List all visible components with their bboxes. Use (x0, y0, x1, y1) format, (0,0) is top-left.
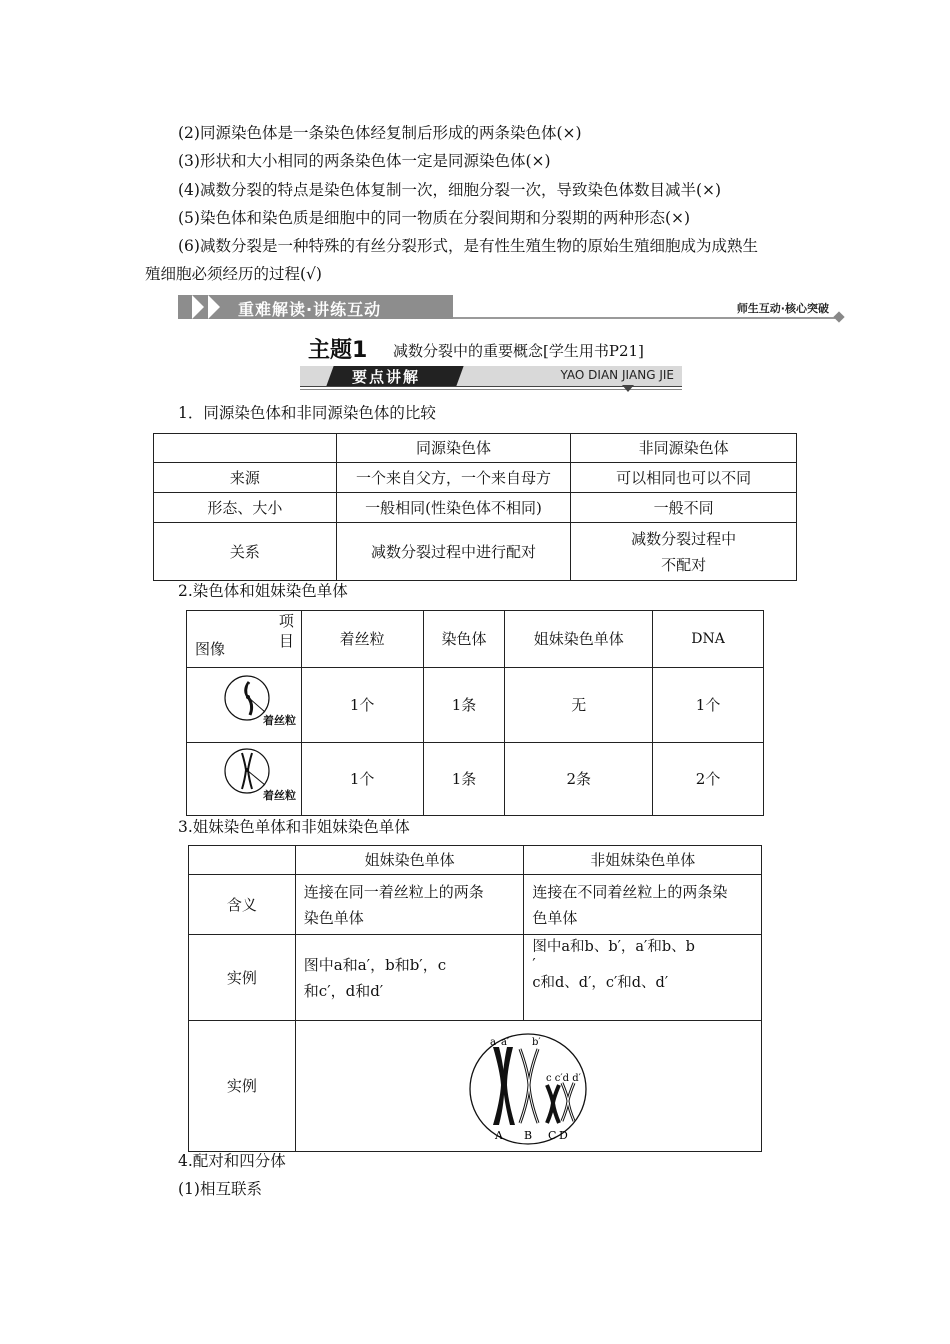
item1-heading: 1．同源染色体和非同源染色体的比较 (178, 404, 436, 422)
table-cell: 1个 (301, 668, 423, 743)
arrow-down-icon (622, 385, 634, 392)
table-cell: 1个 (301, 743, 423, 816)
table-row (189, 1021, 762, 1152)
table-cell (295, 935, 524, 1021)
cell-line: 连接在不同着丝粒上的两条染 (532, 882, 728, 901)
diamond-icon (833, 311, 844, 322)
item3-heading: 3.姐妹染色单体和非姐妹染色单体 (178, 818, 410, 836)
section-heading-title: 要点讲解 (352, 368, 421, 386)
table-cell: 减数分裂过程中进行配对 (336, 523, 571, 581)
duplicated-chromosome-figure (187, 743, 302, 816)
table-row (154, 463, 797, 493)
table-cell: 来源 (154, 463, 337, 493)
intro-line-6-cont: 殖细胞必须经历的过程(√) (145, 265, 322, 283)
section-heading-pinyin: YAO DIAN JIANG JIE (560, 368, 674, 382)
table-cell (524, 935, 762, 1021)
table-row (189, 846, 762, 875)
table-cell (295, 875, 524, 935)
table-header: 同源染色体 (336, 434, 571, 463)
cell-line: 染色单体 (303, 908, 364, 927)
table-cell: 含义 (189, 875, 296, 935)
table-cell: 一个来自父方，一个来自母方 (336, 463, 571, 493)
banner-title: 重难解读·讲练互动 (238, 300, 382, 319)
table-cell: 形态、大小 (154, 493, 337, 523)
table-header: 着丝粒 (301, 611, 423, 668)
chevron-right-icon (192, 295, 204, 319)
cell-line: 图中a和a′，b和b′，c (303, 955, 447, 974)
table-row (187, 743, 764, 816)
table-cell: 1个 (653, 668, 764, 743)
label-a-prime: a′ (500, 1037, 510, 1048)
table-cell: 1条 (423, 668, 505, 743)
table-row (189, 875, 762, 935)
table-cell (189, 846, 296, 875)
cell-line: c和d、d′，c′和d、d′ (532, 975, 669, 991)
item4-heading: 4.配对和四分体 (178, 1152, 286, 1170)
table-row (187, 611, 764, 668)
table-row (189, 935, 762, 1021)
table-row (154, 493, 797, 523)
table-row (187, 668, 764, 743)
table-cell: 1条 (423, 743, 505, 816)
table-cell (571, 523, 797, 581)
cell-line: 和c′，d和d′ (303, 981, 384, 1000)
cell-line: 不配对 (661, 555, 707, 574)
table-corner-cell (187, 611, 302, 668)
centromere-label: 着丝粒 (263, 789, 296, 802)
cell-line: 连接在同一着丝粒上的两条 (303, 882, 484, 901)
table-cell: 实例 (189, 935, 296, 1021)
table-cell: 实例 (189, 1021, 296, 1152)
label-a: a (489, 1037, 496, 1048)
cell-line: ′ (532, 957, 536, 973)
label-B: B (523, 1129, 532, 1142)
table-cell (524, 875, 762, 935)
intro-line-4: (4)减数分裂的特点是染色体复制一次，细胞分裂一次，导致染色体数目减半(×) (178, 181, 722, 199)
intro-line-3: (3)形状和大小相同的两条染色体一定是同源染色体(×) (178, 152, 551, 170)
table-row (154, 434, 797, 463)
label-b-prime: b′ (531, 1037, 541, 1048)
table-cell: 关系 (154, 523, 337, 581)
table-header: 非姐妹染色单体 (524, 846, 762, 875)
chromosome-image-cell (187, 743, 302, 816)
intro-line-2: (2)同源染色体是一条染色体经复制后形成的两条染色体(×) (178, 124, 582, 142)
table-cell: 无 (505, 668, 653, 743)
table-cell: 2个 (653, 743, 764, 816)
corner-label-image: 图像 (195, 640, 226, 658)
banner-rule (453, 317, 835, 319)
section-heading (300, 366, 682, 388)
label-A: A (494, 1129, 503, 1142)
table-row (154, 523, 797, 581)
homologous-comparison-table (153, 433, 797, 581)
table-cell (154, 434, 337, 463)
item4-subheading: (1)相互联系 (178, 1180, 262, 1198)
chromosome-image-cell (187, 668, 302, 743)
chromatid-table (186, 610, 764, 816)
sister-chromatid-table (188, 845, 762, 1152)
table-header: 姐妹染色单体 (295, 846, 524, 875)
table-header: 非同源染色体 (571, 434, 797, 463)
table-header: DNA (653, 611, 764, 668)
topic-title: 主题1 (308, 338, 368, 363)
label-C: C (547, 1129, 557, 1142)
table-cell: 一般相同(性染色体不相同) (336, 493, 571, 523)
cell-line: 图中a和b、b′，a′和b、b (532, 939, 695, 955)
table-cell: 2条 (505, 743, 653, 816)
label-cd: c c′d d′ (545, 1073, 581, 1084)
tetrad-figure-cell (295, 1021, 761, 1152)
intro-line-5: (5)染色体和染色质是细胞中的同一物质在分裂间期和分裂期的两种形态(×) (178, 209, 691, 227)
table-header: 姐妹染色单体 (505, 611, 653, 668)
cell-line: 色单体 (532, 908, 578, 927)
banner-right-text: 师生互动·核心突破 (736, 302, 829, 315)
table-cell: 可以相同也可以不同 (571, 463, 797, 493)
intro-line-6: (6)减数分裂是一种特殊的有丝分裂形式，是有性生殖生物的原始生殖细胞成为成熟生 (178, 237, 758, 255)
table-cell: 一般不同 (571, 493, 797, 523)
tetrad-figure (296, 1021, 763, 1152)
single-chromosome-figure (187, 668, 302, 743)
chevron-right-icon (208, 295, 220, 319)
table-header: 染色体 (423, 611, 505, 668)
section-banner (178, 295, 843, 321)
topic-subtitle: 减数分裂中的重要概念[学生用书P21] (393, 342, 644, 360)
label-D: D (558, 1129, 568, 1142)
centromere-label: 着丝粒 (263, 714, 296, 727)
corner-label-item: 项目 (278, 612, 294, 650)
cell-line: 减数分裂过程中 (631, 529, 737, 548)
item2-heading: 2.染色体和姐妹染色单体 (178, 582, 348, 600)
